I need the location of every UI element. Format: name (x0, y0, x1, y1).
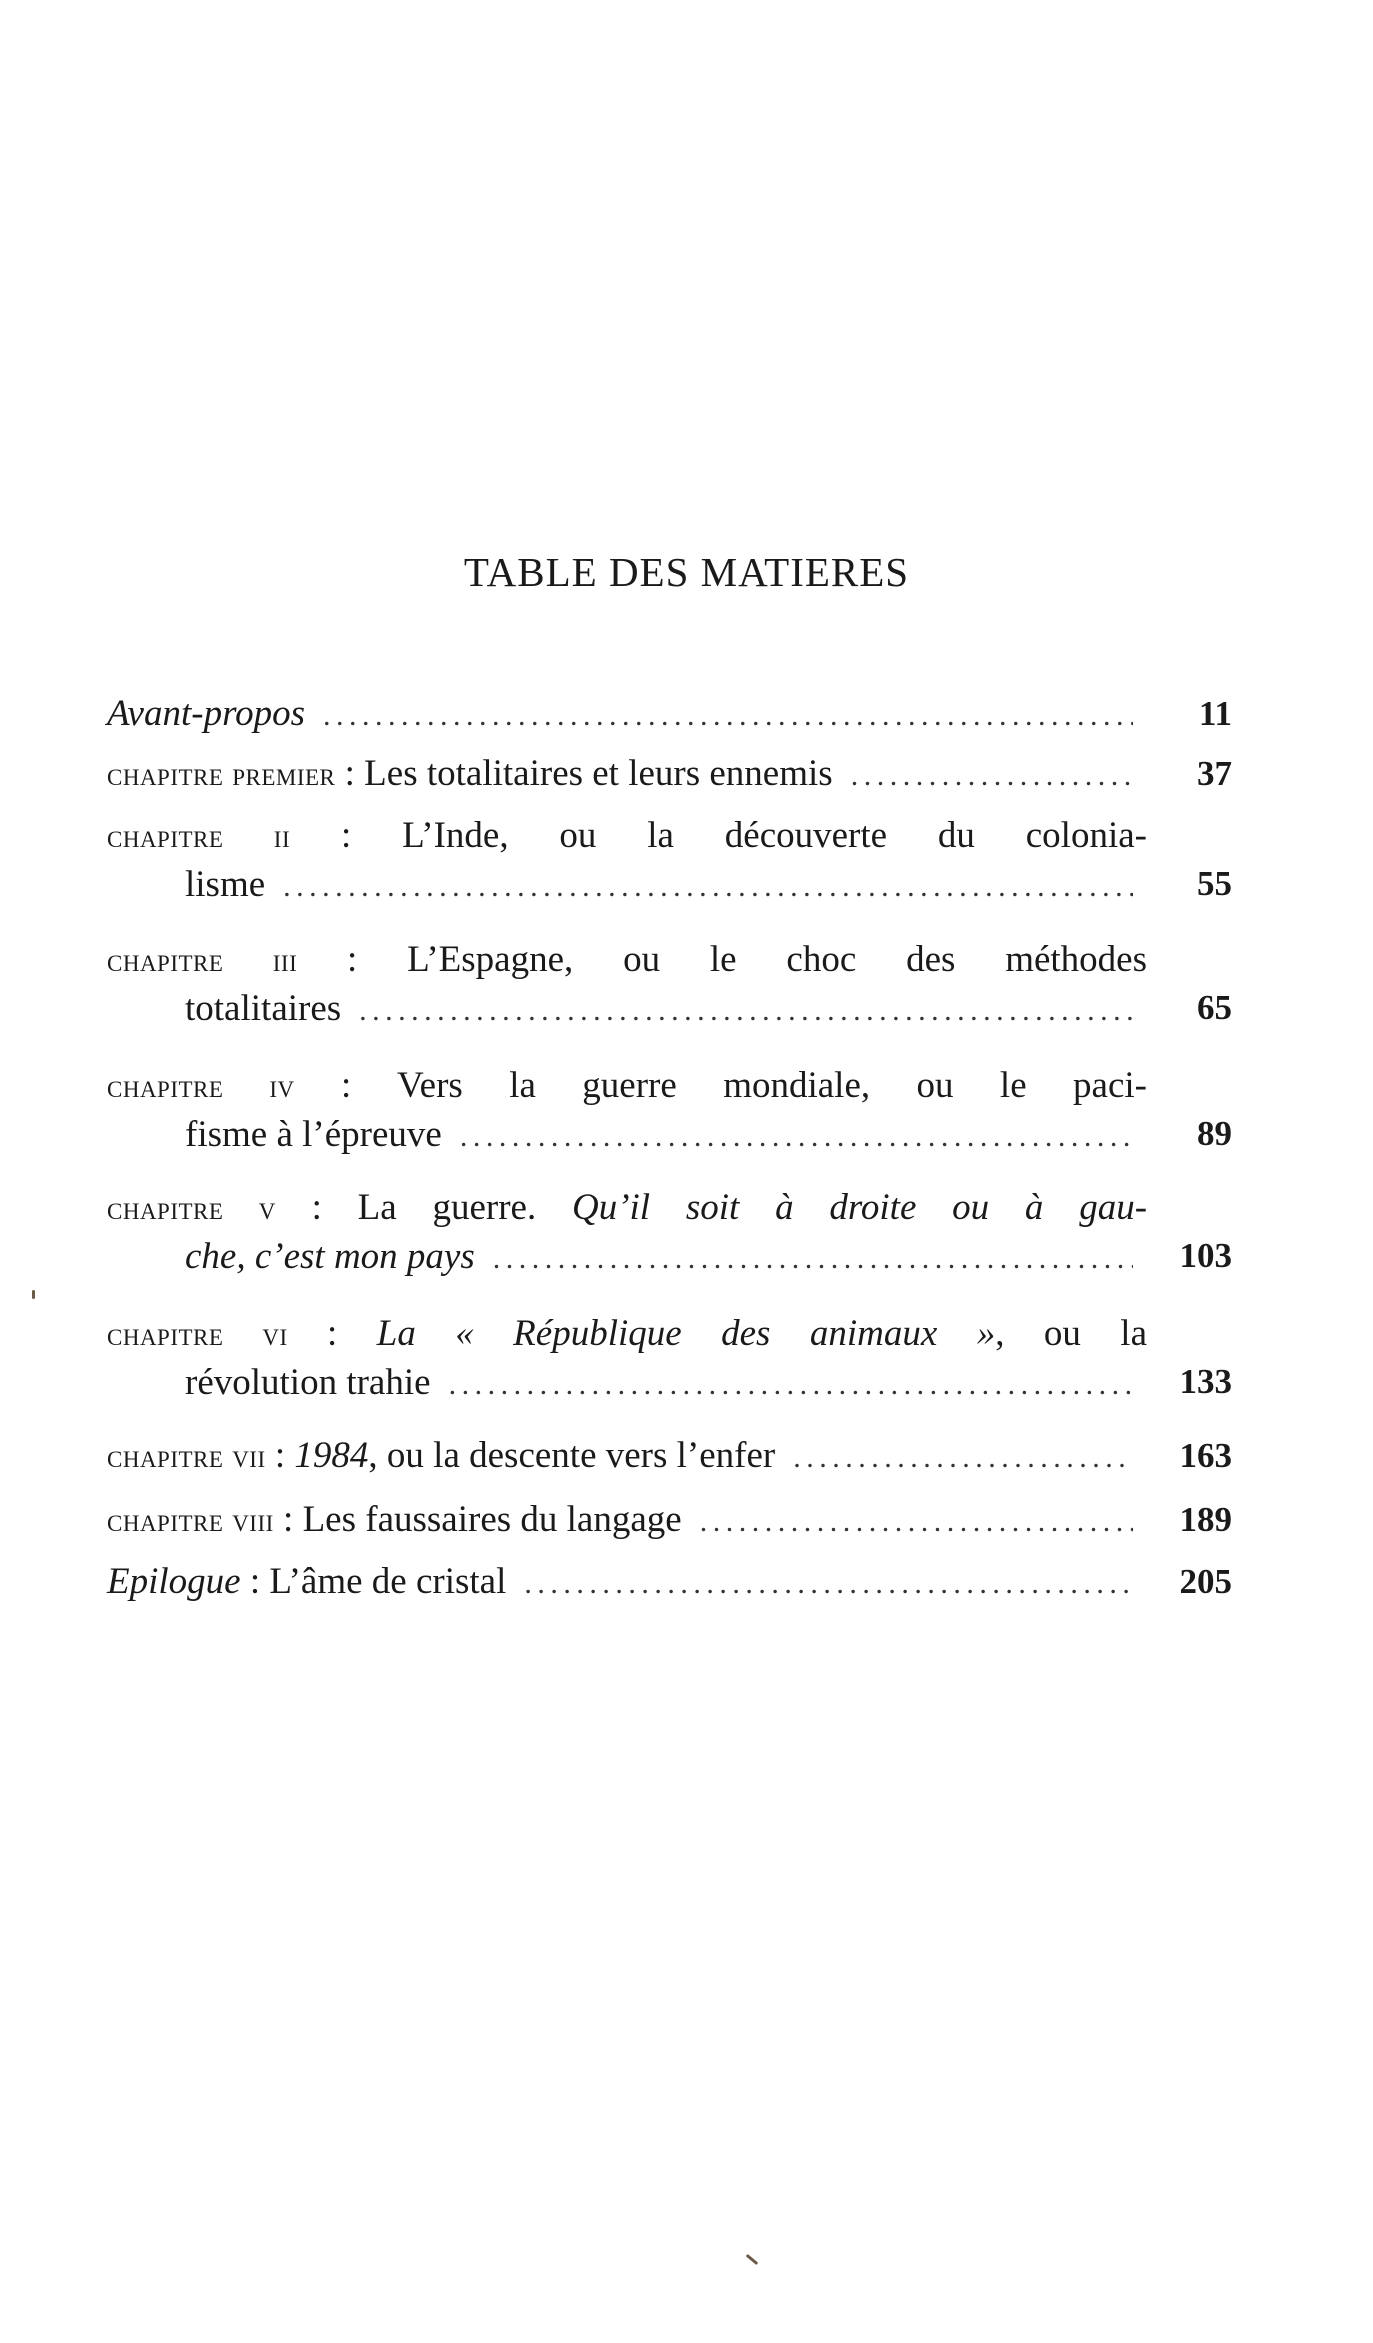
entry-title (107, 1184, 1147, 1233)
entry-continuation-line (107, 1359, 1147, 1409)
entry-title (107, 936, 1147, 985)
dot-leader (449, 1361, 1133, 1409)
entry-title-part: che, c’est mon pays (185, 1236, 475, 1277)
entry-line (107, 1062, 1147, 1111)
entry-title-part: , ou la descente vers l’enfer (368, 1435, 776, 1476)
page-number: 189 (1179, 1500, 1232, 1539)
chapter-label: chapitre iv (107, 1069, 295, 1105)
entry-title-part: L’Inde, ou la découverte du colonia- (402, 815, 1147, 856)
entry-title-part: totalitaires (185, 988, 342, 1029)
chapter-label: chapitre viii (107, 1503, 274, 1539)
stray-ink-mark (32, 1290, 35, 1299)
toc-entry-chapitre-8 (107, 1496, 1232, 1546)
entry-title-part: Les faussaires du langage (302, 1499, 682, 1540)
entry-title-part: : L’âme de cristal (240, 1561, 507, 1602)
separator: : (294, 1065, 398, 1106)
separator: : (290, 815, 403, 856)
entry-title (107, 812, 1147, 861)
entry-line (107, 1558, 1147, 1608)
dot-leader (283, 863, 1133, 911)
entry-line (107, 1432, 1147, 1482)
dot-leader (524, 1560, 1133, 1608)
dot-leader (493, 1235, 1133, 1283)
entry-line (107, 1310, 1147, 1359)
entry-title (107, 1432, 775, 1481)
entry-title (107, 1496, 682, 1545)
dot-leader (460, 1113, 1133, 1161)
entry-title-part: Vers la guerre mondiale, ou le paci- (397, 1065, 1147, 1106)
entry-title (107, 690, 305, 738)
entry-title-part: lisme (185, 864, 266, 905)
entry-line (107, 936, 1147, 985)
entry-title-continuation (185, 1359, 431, 1407)
page-number: 37 (1197, 754, 1232, 793)
separator: : (265, 1435, 295, 1476)
entry-title-part: Avant-propos (107, 693, 306, 734)
page-number: 11 (1198, 694, 1232, 733)
page-number: 133 (1179, 1362, 1232, 1401)
dot-leader (793, 1434, 1133, 1482)
chapter-label: chapitre ii (107, 819, 291, 855)
entry-line (107, 1184, 1147, 1233)
entry-title-continuation (185, 1111, 442, 1159)
separator: : (287, 1313, 377, 1354)
entry-title-part: La guerre. (357, 1187, 572, 1228)
entry-title (107, 1062, 1147, 1111)
toc-entry-chapitre-7 (107, 1432, 1232, 1482)
entry-continuation-line (107, 861, 1147, 911)
toc-entry-chapitre-2 (107, 812, 1232, 911)
stray-ink-mark (746, 2254, 759, 2265)
toc-entry-chapitre-3 (107, 936, 1232, 1035)
entry-line (107, 750, 1147, 800)
toc-entry-chapitre-premier (107, 750, 1232, 800)
page-number: 163 (1179, 1436, 1232, 1475)
dot-leader (323, 692, 1133, 740)
entry-continuation-line (107, 985, 1147, 1035)
separator: : (273, 1499, 303, 1540)
entry-continuation-line (107, 1233, 1147, 1283)
page-title: TABLE DES MATIERES (463, 549, 910, 595)
entry-title-part: 1984 (294, 1435, 369, 1476)
toc-entry-epilogue (107, 1558, 1232, 1608)
chapter-label: chapitre iii (107, 943, 298, 979)
chapter-label: chapitre vi (107, 1317, 288, 1353)
entry-title-part: La « République des animaux » (376, 1313, 996, 1354)
page-number: 55 (1197, 864, 1232, 903)
entry-title-part: fisme à l’épreuve (185, 1114, 442, 1155)
dot-leader (700, 1498, 1133, 1546)
separator: : (297, 939, 408, 980)
entry-title-part: Les totalitaires et leurs ennemis (364, 753, 833, 794)
entry-title-part: L’Espagne, ou le choc des méthodes (407, 939, 1148, 980)
page-number: 205 (1179, 1562, 1232, 1601)
toc-entry-avant-propos (107, 690, 1232, 740)
entry-title (107, 1310, 1147, 1359)
page-number: 65 (1197, 988, 1232, 1027)
toc-entry-chapitre-4 (107, 1062, 1232, 1161)
entry-title-continuation (185, 1233, 475, 1281)
entry-line (107, 690, 1147, 740)
separator: : (275, 1187, 358, 1228)
dot-leader (359, 987, 1133, 1035)
entry-title-part: , ou la (995, 1313, 1147, 1354)
entry-continuation-line (107, 1111, 1147, 1161)
page-number: 103 (1179, 1236, 1232, 1275)
chapter-label: chapitre premier (107, 757, 336, 793)
entry-title (107, 750, 833, 799)
chapter-label: chapitre vii (107, 1439, 266, 1475)
entry-line (107, 1496, 1147, 1546)
page-number: 89 (1197, 1114, 1232, 1153)
toc-entry-chapitre-6 (107, 1310, 1232, 1409)
entry-title-continuation (185, 861, 265, 909)
entry-title-part: Epilogue (107, 1561, 241, 1602)
entry-title-part: révolution trahie (185, 1362, 431, 1403)
toc-entry-chapitre-5 (107, 1184, 1232, 1283)
chapter-label: chapitre v (107, 1191, 276, 1227)
entry-title-part: Qu’il soit à droite ou à gau- (571, 1187, 1148, 1228)
separator: : (335, 753, 365, 794)
dot-leader (851, 752, 1133, 800)
entry-title-continuation (185, 985, 341, 1033)
entry-line (107, 812, 1147, 861)
entry-title (107, 1558, 506, 1606)
